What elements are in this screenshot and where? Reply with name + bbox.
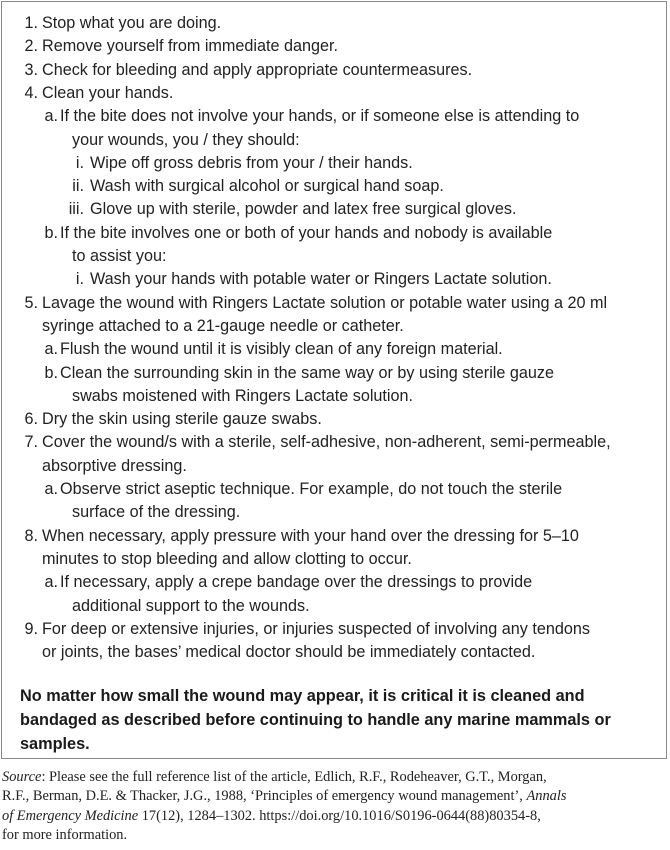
warning-line: samples.	[20, 735, 90, 753]
step-number: 6.	[24, 410, 38, 429]
step-text: If necessary, apply a crepe bandage over the dressings to provide	[60, 573, 533, 592]
step-text: If the bite does not involve your hands, or if someone else is attending to	[60, 107, 580, 126]
step-text: Wipe off gross debris from your / their hands.	[90, 153, 413, 172]
step-text: syringe attached to a 21-gauge needle or catheter.	[42, 316, 404, 335]
step-number: i.	[75, 270, 84, 289]
step-number: b.	[44, 223, 58, 242]
step-text: Clean your hands.	[42, 83, 174, 102]
step-number: 4.	[24, 83, 38, 102]
procedure-box	[1, 1, 667, 759]
step-text: Wash your hands with potable water or Ringers Lactate solution.	[90, 270, 552, 289]
step-text: Glove up with sterile, powder and latex free surgical gloves.	[90, 200, 517, 219]
step-text: minutes to stop bleeding and allow clotting to occur.	[42, 549, 412, 568]
step-text: additional support to the wounds.	[72, 596, 310, 615]
step-text: Clean the surrounding skin in the same way or by using sterile gauze	[60, 363, 554, 382]
step-text: Flush the wound until it is visibly clean of any foreign material.	[60, 340, 503, 359]
step-number: a.	[44, 107, 58, 126]
source-citation: Source: Please see the full reference list of the article, Edlich, R.F., Rodeheaver, G.T., Morgan, R.F., Berman, D.E. & Thacker, J.G., 1988, ‘Principles of emergency wound management’, Annals of Emergency Medicine 17(12), 1284–1302. https://doi.org/10.1016/S0196-0644(88)80354-8, for more information.	[2, 769, 567, 844]
step-number: ii.	[72, 177, 84, 196]
step-number: 8.	[24, 526, 38, 545]
step-text: swabs moistened with Ringers Lactate solution.	[72, 386, 414, 405]
step-text: When necessary, apply pressure with your hand over the dressing for 5–10	[42, 526, 579, 545]
step-number: i.	[75, 153, 84, 172]
step-text: Dry the skin using sterile gauze swabs.	[42, 410, 322, 429]
step-text: Lavage the wound with Ringers Lactate solution or potable water using a 20 ml	[42, 293, 608, 312]
step-text: For deep or extensive injuries, or injuries suspected of involving any tendons	[42, 619, 590, 638]
step-text: or joints, the bases’ medical doctor should be immediately contacted.	[42, 643, 536, 662]
step-number: 2.	[24, 37, 38, 56]
step-text: Remove yourself from immediate danger.	[42, 37, 338, 56]
warning-line: bandaged as described before continuing to handle any marine mammals or	[20, 711, 611, 729]
step-text: surface of the dressing.	[72, 503, 241, 522]
step-text: Check for bleeding and apply appropriate countermeasures.	[42, 60, 473, 79]
step-text: Observe strict aseptic technique. For example, do not touch the sterile	[60, 480, 563, 498]
step-number: a.	[44, 573, 58, 592]
step-text: If the bite involves one or both of your hands and nobody is available	[60, 223, 553, 242]
step-number: 1.	[24, 14, 38, 32]
warning-line: No matter how small the wound may appear, it is critical it is cleaned and	[20, 687, 585, 705]
step-number: b.	[44, 363, 58, 382]
step-text: absorptive dressing.	[42, 456, 187, 475]
step-text: Wash with surgical alcohol or surgical hand soap.	[90, 177, 444, 196]
step-number: a.	[44, 340, 58, 359]
step-text: Cover the wound/s with a sterile, self-adhesive, non-adherent, semi-permeable,	[42, 433, 611, 452]
step-text: Stop what you are doing.	[42, 14, 222, 32]
source-label: Source	[2, 769, 42, 785]
step-text: your wounds, you / they should:	[72, 130, 300, 149]
step-number: a.	[44, 480, 58, 498]
step-text: to assist you:	[72, 247, 167, 265]
step-number: 3.	[24, 60, 38, 79]
step-number: 9.	[24, 619, 38, 638]
step-number: 7.	[24, 433, 38, 452]
step-number: iii.	[68, 200, 84, 219]
step-number: 5.	[24, 293, 38, 312]
